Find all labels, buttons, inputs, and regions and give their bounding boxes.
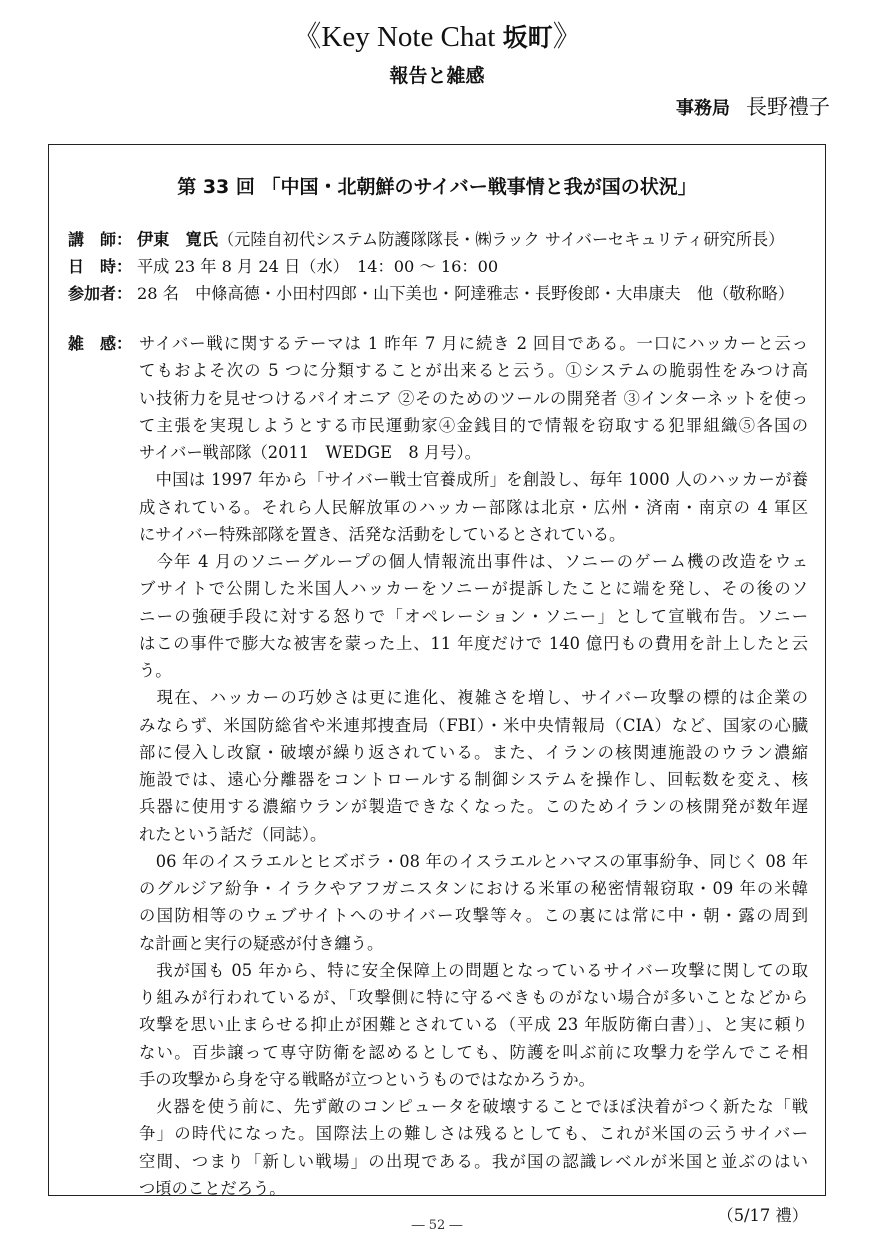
title-close-bracket: 》 — [552, 21, 582, 53]
text-line: い技術力を見せつけるパイオニア ②そのためのツールの開発者 ③インターネットを使っ — [139, 388, 808, 408]
session-info — [68, 226, 818, 307]
report-box — [48, 144, 826, 1225]
text-line: 今年 4 月のソニーグループの個人情報流出事件は、ソニーのゲーム機の改造をウェ — [139, 552, 808, 571]
text-line: ない。百歩譲って専守防衛を認めるとしても、防護を叫ぶ前に攻撃力を学んでこそ相 — [139, 1042, 808, 1062]
author-line — [676, 92, 830, 124]
text-line: 現在、ハッカーの巧妙さは更に進化、複雑さを増し、サイバー攻撃の標的は企業の — [139, 688, 808, 708]
datetime-row — [68, 253, 818, 280]
text-line: 争」の時代になった。国際法上の難しさは残るとしても、これが米国の云うサイバー — [139, 1124, 808, 1144]
text-line: な計画と実行の疑惑が付き纏う。 — [139, 933, 384, 953]
lecturer-row — [68, 226, 818, 253]
title-japanese: 坂町 — [502, 23, 553, 52]
document-title — [0, 16, 874, 59]
participants-row — [68, 280, 818, 307]
author-name: 長野禮子 — [746, 95, 830, 119]
datetime-label: 日 時： — [68, 257, 133, 276]
document-subtitle: 報告と雑感 — [389, 65, 485, 87]
title-english: 《Key Note Chat — [292, 21, 503, 53]
impressions-text — [139, 330, 808, 1229]
office-label: 事務局 — [676, 98, 730, 119]
text-line: の国防相等のウェブサイトへのサイバー攻撃等々。この裏には常に中・朝・露の周到 — [139, 906, 808, 926]
text-line: 部に侵入し改竄・破壊が繰り返されている。また、イランの核関連施設のウラン濃縮 — [139, 742, 808, 762]
page-number: ― 52 ― — [411, 1218, 463, 1233]
text-line: 火器を使う前に、先ず敵のコンピュータを破壊することでほぼ決着がつく新たな「戦 — [139, 1097, 808, 1116]
text-line: ニーの強硬手段に対する怒りで「オペレーション・ソニー」として宣戦布告。ソニー — [139, 606, 808, 626]
text-line: みならず、米国防総省や米連邦捜査局（FBI）・米中央情報局（CIA）など、国家の心臓 — [139, 715, 808, 735]
text-line: 攻撃を思い止まらせる抑止が困難とされている（平成 23 年版防衛白書）」、と実に頼り — [139, 1015, 808, 1035]
text-line: 我が国も 05 年から、特に安全保障上の問題となっているサイバー攻撃に関しての取 — [139, 960, 808, 980]
text-line: 手の攻撃から身を守る戦略が立つというものではなかろうか。 — [139, 1069, 595, 1089]
participants-value: 28 名 中條高德・小田村四郎・山下美也・阿達雅志・長野俊郎・大串康夫 他（敬称略） — [137, 284, 795, 303]
text-line: のグルジア紛争・イラクやアフガニスタンにおける米軍の秘密情報窃取・09 年の米韓 — [139, 879, 808, 898]
text-line: サイバー戦に関するテーマは 1 昨年 7 月に続き 2 回目である。一口にハッカーと云っ — [139, 334, 808, 353]
text-line: サイバー戦部隊（2011 WEDGE 8 月号）。 — [139, 443, 481, 462]
text-line: ブサイトで公開した米国人ハッカーをソニーが提訴したことに端を発し、その後のソ — [139, 579, 808, 599]
text-line: つ頃のことだろう。 — [139, 1178, 286, 1198]
text-line: 中国は 1997 年から「サイバー戦士官養成所」を創設し、毎年 1000 人のハッカーが養 — [139, 470, 808, 490]
text-line: はこの事件で膨大な被害を蒙った上、11 年度だけで 140 億円もの費用を計上したと云 — [139, 633, 808, 653]
text-line: り組みが行われているが、「攻撃側に特に守るべきものがない場合が多いことなどから — [139, 988, 808, 1007]
text-line: れたという話だ（同誌）。 — [139, 824, 327, 844]
signature: （5/17 禮） — [717, 1206, 808, 1225]
text-line: てもおよそ次の 5 つに分類することが出来ると云う。①システムの脆弱性をみつけ高 — [139, 361, 808, 381]
text-line: 施設では、遠心分離器をコントロールする制御システムを操作し、回転数を変え、核 — [139, 770, 808, 789]
participants-label: 参加者： — [68, 284, 133, 303]
text-line: て主張を実現しようとする市民運動家④金銭目的で情報を窃取する犯罪組織⑤各国の — [139, 415, 808, 435]
session-heading: 第 33 回 「中国・北朝鮮のサイバー戦事情と我が国の状況」 — [177, 176, 697, 198]
text-line: 06 年のイスラエルとヒズボラ・08 年のイスラエルとハマスの軍事紛争、同じく 08 年 — [139, 851, 808, 871]
lecturer-label: 講 師： — [68, 230, 133, 249]
text-line: にサイバー特殊部隊を置き、活発な活動をしているとされている。 — [139, 524, 626, 544]
text-line: 兵器に使用する濃縮ウランが製造できなくなった。このためイランの核開発が数年遅 — [139, 797, 808, 817]
text-line: 成されている。それら人民解放軍のハッカー部隊は北京・広州・済南・南京の 4 軍区 — [139, 497, 808, 517]
lecturer-name: 伊東 寛氏 — [137, 230, 218, 249]
datetime-value: 平成 23 年 8 月 24 日（水） 14：00 〜 16：00 — [137, 257, 499, 276]
text-line: 空間、つまり「新しい戦場」の出現である。我が国の認識レベルが米国と並ぶのはい — [139, 1151, 808, 1171]
lecturer-affiliation: （元陸自初代システム防護隊隊長・㈱ラック サイバーセキュリティ研究所長） — [217, 230, 785, 249]
impressions-label: 雑 感： — [68, 334, 133, 353]
text-line: う。 — [139, 661, 172, 680]
